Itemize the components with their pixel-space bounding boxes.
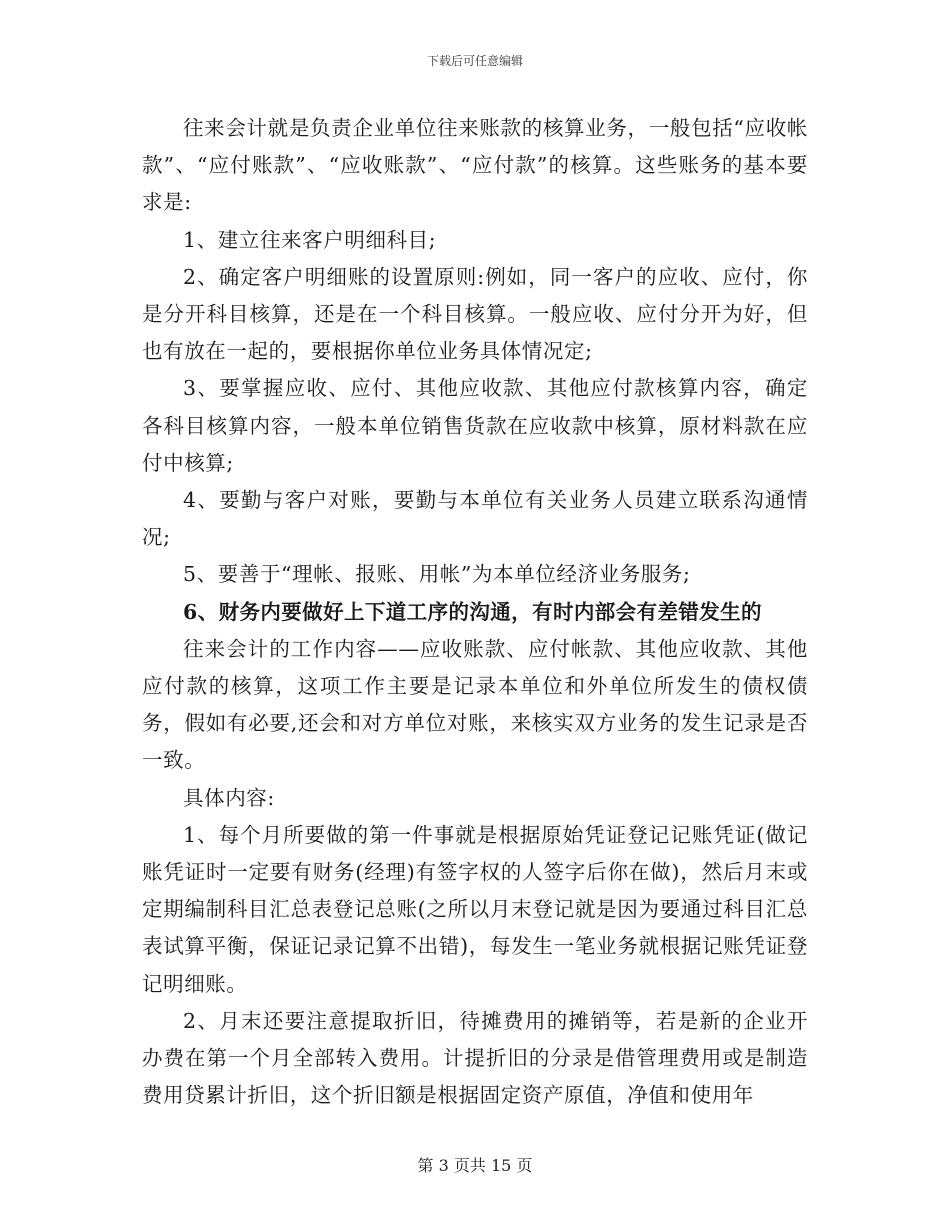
requirement-1: 1、建立往来客户明细科目; [183,227,437,252]
details-heading: 具体内容: [183,785,275,810]
detail-item-2: 2、月末还要注意提取折旧，待摊费用的摊销等，若是新的企业开办费在第一个月全部转入费用。计提折旧的分录是借管理费用或是制造费用贷累计折旧，这个折旧额是根据固定资产原值，净值和使用年 [142,1008,808,1108]
work-content-paragraph: 往来会计的工作内容——应收账款、应付帐款、其他应收款、其他应付款的核算，这项工作主要是记录本单位和外单位所发生的债权债务，假如有必要,还会和对方单位对账，来核实双方业务的发生记录是否一致。 [142,636,808,773]
requirement-6-heading: 6、财务内要做好上下道工序的沟通，有时内部会有差错发生的 [183,599,762,624]
requirement-5: 5、要善于“理帐、报账、用帐”为本单位经济业务服务; [183,562,691,587]
requirement-4: 4、要勤与客户对账，要勤与本单位有关业务人员建立联系沟通情况; [142,488,808,550]
requirement-2: 2、确定客户明细账的设置原则:例如，同一客户的应收、应付，你是分开科目核算，还是在一个科目核算。一般应收、应付分开为好，但也有放在一起的，要根据你单位业务具体情况定; [142,264,808,364]
document-body [142,110,808,1114]
intro-paragraph: 往来会计就是负责企业单位往来账款的核算业务，一般包括“应收帐款”、“应付账款”、“应收账款”、“应付款”的核算。这些账务的基本要求是: [142,116,808,215]
page-header: 下载后可任意编辑 [426,54,523,68]
requirement-3: 3、要掌握应收、应付、其他应收款、其他应付款核算内容，确定各科目核算内容，一般本单位销售货款在应收款中核算，原材料款在应付中核算; [142,376,808,475]
detail-item-1: 1、每个月所要做的第一件事就是根据原始凭证登记记账凭证(做记账凭证时一定要有财务(经理)有签字权的人签字后你在做)，然后月末或定期编制科目汇总表登记总账(之所以月末登记就是因为要通过科目汇总表试算平衡，保证记录记算不出错)，每发生一笔业务就根据记账凭证登记明细账。 [142,822,808,996]
page-number: 第 3 页共 15 页 [417,1156,533,1175]
